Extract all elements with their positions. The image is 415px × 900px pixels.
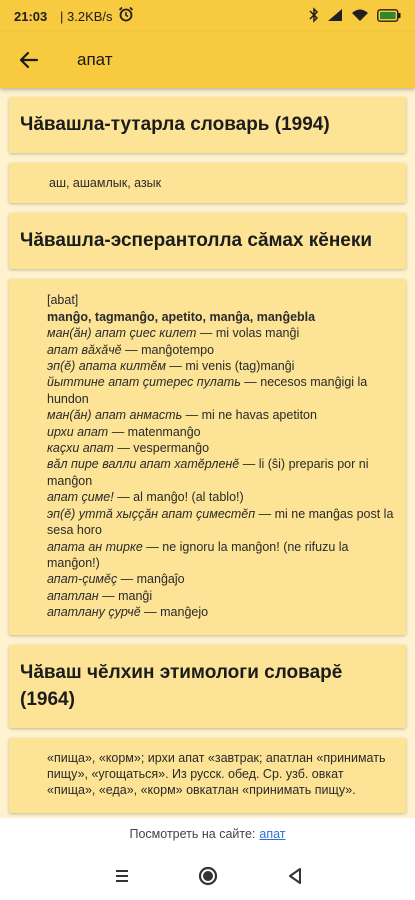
chuvash-phrase: ман(ăн) апат çиес килет xyxy=(47,326,197,341)
esperanto-translation: [abat] xyxy=(47,293,79,308)
dictionary-heading-etymology: Чăваш чĕлхин этимологи словарĕ (1964) xyxy=(9,645,406,728)
esperanto-line xyxy=(47,506,394,539)
esperanto-translation: — li (ŝi) preparis por ni manĝon xyxy=(47,457,369,488)
chuvash-phrase: каçхи апат xyxy=(47,441,114,456)
dictionary-content[interactable] xyxy=(0,88,415,818)
esperanto-line xyxy=(47,342,394,358)
esperanto-translation: — mi volas manĝi xyxy=(196,326,300,341)
esperanto-translation: — matenmanĝo xyxy=(108,424,201,439)
translation-etymology xyxy=(9,738,406,813)
chuvash-phrase: апат-çимĕç xyxy=(47,572,118,587)
chuvash-phrase: эп(ĕ) уттă хыççăн апат çиместĕп xyxy=(47,506,256,521)
system-nav-bar xyxy=(0,850,415,900)
source-label: Посмотреть на сайте: xyxy=(129,827,256,841)
translation-esperanto xyxy=(9,279,406,634)
chuvash-phrase: ман(ăн) апат анмасть xyxy=(47,408,183,423)
status-speed-value: 3.2KB/s xyxy=(67,9,113,24)
source-link[interactable]: апат xyxy=(259,827,286,841)
chuvash-phrase: апат вăхăчĕ xyxy=(47,342,122,357)
esperanto-line xyxy=(47,456,394,489)
esperanto-translation: — manĝaĵo xyxy=(117,572,185,587)
esperanto-translation: — ne ignoru la manĝon! (ne rifuzu la manĝon!) xyxy=(47,539,349,570)
esperanto-line xyxy=(47,604,394,620)
translation-text: аш, ашамлык, азык xyxy=(49,176,162,190)
chuvash-phrase: апата ан тирке xyxy=(47,539,143,554)
esperanto-line xyxy=(47,374,394,407)
chuvash-phrase: эп(ĕ) апата килтĕм xyxy=(47,359,166,374)
esperanto-line xyxy=(47,424,394,440)
bluetooth-icon xyxy=(309,7,319,26)
esperanto-line xyxy=(47,539,394,572)
chuvash-phrase: апатлан xyxy=(47,588,99,603)
dictionary-heading-tatar: Чăвашла-тутарла словарь (1994) xyxy=(9,97,406,153)
esperanto-line xyxy=(47,440,394,456)
esperanto-translation: — al manĝo! (al tablo!) xyxy=(113,490,244,505)
alarm-icon xyxy=(118,6,134,25)
wifi-icon xyxy=(351,8,369,25)
esperanto-translation: — mi venis (tag)manĝi xyxy=(165,359,295,374)
chuvash-phrase: апат çиме! xyxy=(47,490,114,505)
esperanto-line xyxy=(47,489,394,505)
back-arrow-icon[interactable] xyxy=(17,48,41,72)
status-bar xyxy=(0,0,415,32)
esperanto-line xyxy=(47,292,394,308)
esperanto-translation: — manĝi xyxy=(98,588,153,603)
esperanto-translation: — mi ne havas apetiton xyxy=(182,408,317,423)
esperanto-translation: — vespermanĝo xyxy=(113,441,210,456)
esperanto-line xyxy=(47,588,394,604)
chuvash-phrase: вăл пире валли апат хатĕрленĕ xyxy=(47,457,240,472)
signal-icon xyxy=(327,8,343,25)
etymology-text: «пища», «корм»; ирхи апат «завтрак; апатлан «принимать пищу», «угощаться». Из русск. обед. Ср. узб. овкат «пища», «еда», «корм» овкатлан «принимать пищу». xyxy=(47,750,386,798)
esperanto-line xyxy=(47,571,394,587)
page-title: апат xyxy=(77,50,113,69)
esperanto-line xyxy=(47,325,394,341)
source-footer xyxy=(0,818,415,850)
menu-icon[interactable] xyxy=(110,864,134,888)
chuvash-phrase: йыттине апат çитерес пулать xyxy=(47,375,241,390)
home-icon[interactable] xyxy=(196,864,220,888)
app-bar xyxy=(0,32,415,88)
esperanto-translation: — mi ne manĝas post la sesa horo xyxy=(47,506,394,538)
chuvash-phrase: ирхи апат xyxy=(47,424,109,439)
back-icon[interactable] xyxy=(283,864,307,888)
status-speed: | 3.2KB/s xyxy=(60,9,113,24)
esperanto-translation: — necesos manĝigi la hundon xyxy=(47,375,368,406)
esperanto-translation: — manĝotempo xyxy=(121,342,215,357)
dictionary-heading-esperanto: Чăвашла-эсперантолла сăмах кĕнеки xyxy=(9,213,406,269)
esperanto-line xyxy=(47,407,394,423)
translation-tatar xyxy=(9,163,406,203)
esperanto-line xyxy=(47,358,394,374)
esperanto-headword: manĝo, tagmanĝo, apetito, manĝa, manĝebla xyxy=(47,309,316,324)
battery-icon xyxy=(377,9,401,25)
status-time: 21:03 xyxy=(14,9,48,24)
chuvash-phrase: апатлану çурчĕ xyxy=(47,605,141,620)
esperanto-translation: — manĝejo xyxy=(140,605,209,620)
esperanto-line xyxy=(47,309,394,325)
